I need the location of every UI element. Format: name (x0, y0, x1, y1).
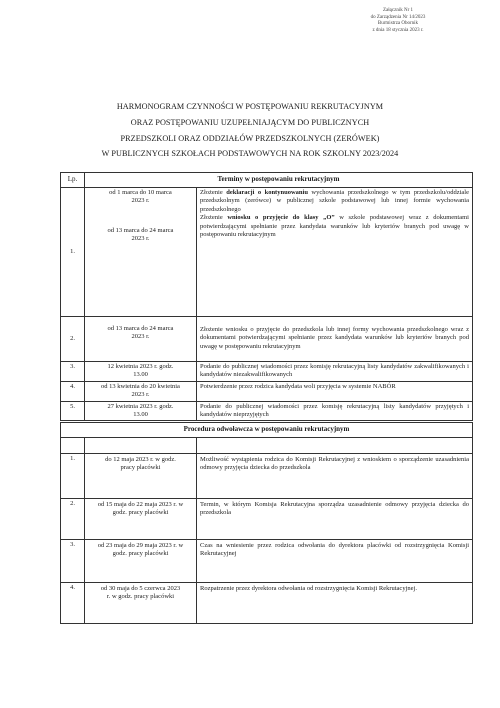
column-header-lp: Lp. (61, 173, 85, 188)
row-description: Termin, w którym Komisja Rekrutacyjna sporządza uzasadnienie odmowy przyjęcia dziecka do przedszkola (197, 499, 473, 540)
row-description: Czas na wniesienie przez rodzica odwołania do dyrektora placówki od rozstrzygnięcia Komisji Rekrutacyjnej (197, 540, 473, 583)
row-description: Możliwość wystąpienia rodzica do Komisji Rekrutacyjnej z wnioskiem o sporządzenie uzasadnienia odmowy przyjęcia dziecka do przedszkola (197, 454, 473, 499)
table-row (61, 188, 473, 317)
description-paragraph: Złożenie deklaracji o kontynuowaniu wychowania przedszkolnego w tym przedszkolu/oddziale przedszkolnym (zerówce) w publicznej szkole podstawowej lub innej formie wychowania przedszkolnego (200, 189, 469, 213)
table-row (61, 401, 473, 421)
row-description: Złożenie wniosku o przyjęcie do przedszkola lub innej formy wychowania przedszkolnego wraz z dokumentami potwierdzającymi spełnianie przez kandydata warunków lub kryteriów branych pod uwagę w postępowaniu rekrutacyjnym (197, 317, 473, 362)
attachment-note (353, 8, 443, 34)
row-number: 4. (61, 381, 85, 401)
document-title (28, 99, 472, 162)
row-date: do 12 maja 2023 r. w godz. pracy placówki (85, 454, 197, 499)
row-date: od 15 maja do 22 maja 2023 r. w godz. pracy placówki (85, 499, 197, 540)
attachment-line: Załącznik Nr 1 (383, 8, 413, 13)
date-range: od 1 marca do 10 marca 2023 r. (109, 189, 172, 205)
title-line: W PUBLICZNYCH SZKOŁACH PODSTAWOWYCH NA ROK SZKOLNY 2023/2024 (101, 149, 399, 159)
title-line: ORAZ POSTĘPOWANIU UZUPEŁNIAJĄCYM DO PUBLICZNYCH (130, 117, 370, 127)
section-header: Procedura odwoławcza w postępowaniu rekrutacyjnym (61, 423, 473, 438)
row-number: 2. (61, 317, 85, 362)
table-row (61, 317, 473, 362)
attachment-line: z dnia 18 stycznia 2023 r. (372, 27, 424, 33)
row-date: od 30 maja do 5 czerwca 2023 r. w godz. pracy placówki (85, 583, 197, 624)
row-number: 3. (61, 362, 85, 382)
date-range: od 13 marca do 24 marca 2023 r. (107, 226, 174, 243)
row-date: od 13 marca do 24 marca 2023 r. (85, 317, 197, 362)
row-number: 3. (61, 540, 85, 583)
row-number: 4. (61, 583, 85, 624)
title-line: PRZEDSZKOLI ORAZ ODDZIAŁÓW PRZEDSZKOLNYCH (ZERÓWEK) (120, 133, 380, 143)
table-row (61, 362, 473, 382)
title-line: HARMONOGRAM CZYNNOŚCI W POSTĘPOWANIU REKRUTACYJNYM (116, 102, 384, 111)
table-header-row (61, 423, 473, 438)
row-date: 27 kwietnia 2023 r. godz. 13.00 (85, 401, 197, 421)
section-header: Terminy w postępowaniu rekrutacyjnym (85, 173, 473, 188)
table-row (61, 454, 473, 499)
row-description: Potwierdzenie przez rodzica kandydata woli przyjęcia w systemie NABÓR (197, 381, 473, 401)
row-description: Podanie do publicznej wiadomości przez komisję rekrutacyjną listy kandydatów przyjętych i kandydatów nieprzyjętych (197, 401, 473, 421)
row-number: 5. (61, 401, 85, 421)
appeal-procedure-table (60, 422, 473, 624)
table-row (61, 499, 473, 540)
row-description: Rozpatrzenie przez dyrektora odwołania od rozstrzygnięcia Komisji Rekrutacyjnej. (197, 583, 473, 624)
row-date: 12 kwietnia 2023 r. godz. 13.00 (85, 362, 197, 382)
attachment-line: Burmistrza Obornik (377, 21, 419, 27)
description-paragraph: Złożenie wniosku o przyjęcie do klasy „O” w szkole podstawowej wraz z dokumentami potwierdzającymi spełnianie przez kandydata warunków lub kryteriów branych pod uwagę w postępowaniu rekrutacyjnym (200, 214, 469, 239)
table-row (61, 540, 473, 583)
row-number: 1. (61, 454, 85, 499)
row-description: Podanie do publicznej wiadomości przez komisję rekrutacyjną listy kandydatów zakwalifikowanych i kandydatów niezakwalifikowanych (197, 362, 473, 382)
spacer-row (61, 438, 473, 454)
row-description (197, 188, 473, 317)
table-row (61, 583, 473, 624)
table-header-row (61, 173, 473, 188)
row-date (85, 188, 197, 317)
table-row (61, 381, 473, 401)
row-date: od 13 kwietnia do 20 kwietnia 2023 r. (85, 381, 197, 401)
row-date: od 23 maja do 29 maja 2023 r. w godz. pracy placówki (85, 540, 197, 583)
recruitment-schedule-table (60, 172, 473, 421)
row-number: 1. (61, 188, 85, 317)
attachment-line: do Zarządzenia Nr 14/2023 (370, 14, 426, 20)
row-number: 2. (61, 499, 85, 540)
